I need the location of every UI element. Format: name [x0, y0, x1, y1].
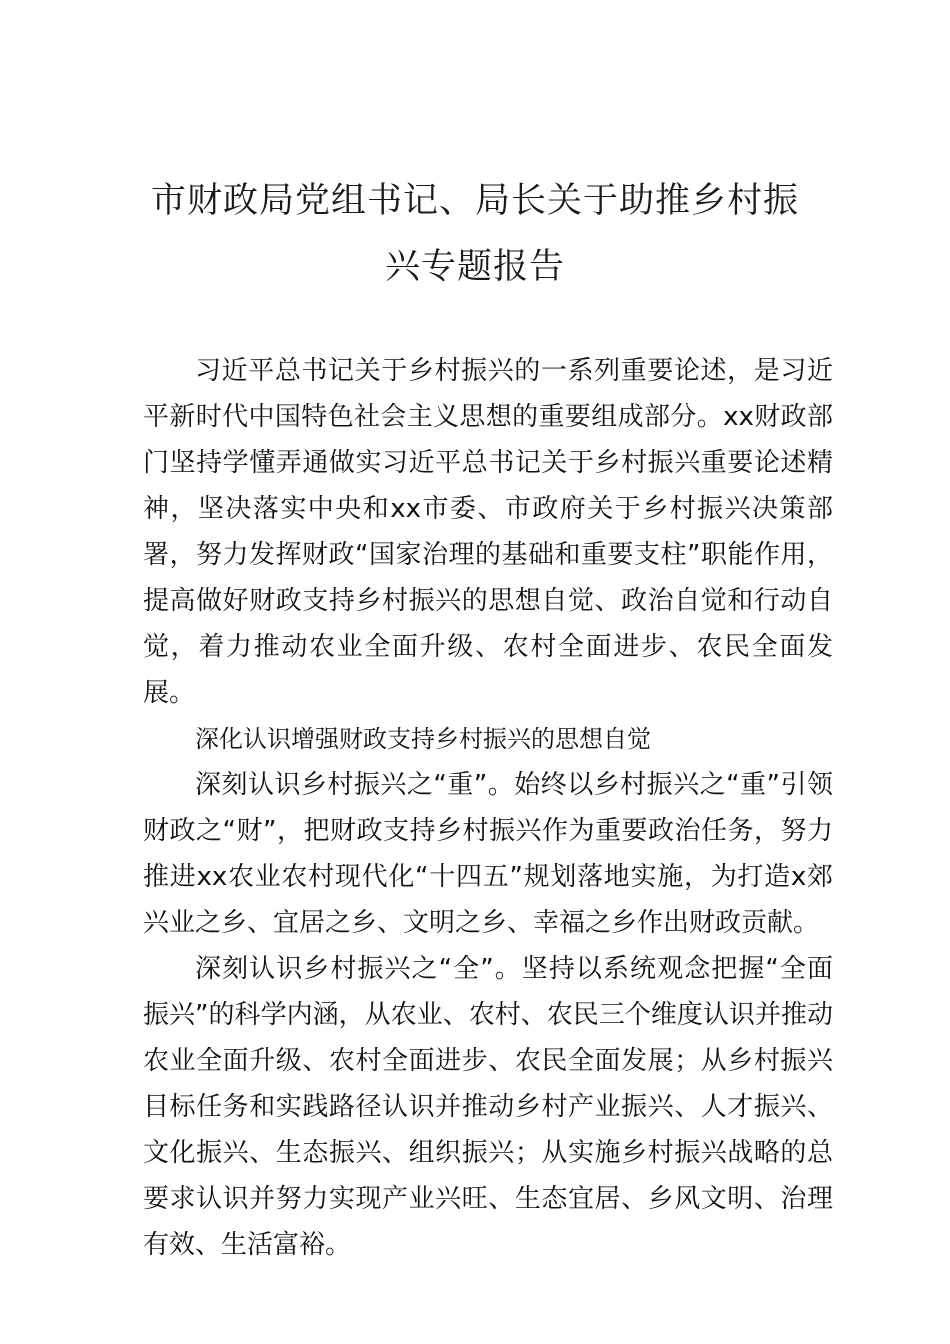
title-line-1: 市财政局党组书记、局长关于助推乡村振 — [150, 181, 799, 221]
paragraph-importance: 深刻认识乡村振兴之“重”。始终以乡村振兴之“重”引领财政之“财”，把财政支持乡村振兴作为重要政治任务，努力推进xx农业农村现代化“十四五”规划落地实施，为打造x郊兴业之乡、宜居之乡、文明之乡、幸福之乡作出财政贡献。 — [143, 770, 833, 938]
document-body — [143, 348, 833, 1268]
paragraph-comprehensive: 深刻认识乡村振兴之“全”。坚持以系统观念把握“全面振兴”的科学内涵，从农业、农村、农民三个维度认识并推动农业全面升级、农村全面进步、农民全面发展；从乡村振兴目标任务和实践路径认识并推动乡村产业振兴、人才振兴、文化振兴、生态振兴、组织振兴；从实施乡村振兴战略的总要求认识并努力实现产业兴旺、生态宜居、乡风文明、治理有效、生活富裕。 — [143, 954, 833, 1260]
document-title — [120, 168, 830, 300]
intro-paragraph: 习近平总书记关于乡村振兴的一系列重要论述，是习近平新时代中国特色社会主义思想的重要组成部分。xx财政部门坚持学懂弄通做实习近平总书记关于乡村振兴重要论述精神，坚决落实中央和xx市委、市政府关于乡村振兴决策部署，努力发挥财政“国家治理的基础和重要支柱”职能作用，提高做好财政支持乡村振兴的思想自觉、政治自觉和行动自觉，着力推动农业全面升级、农村全面进步、农民全面发展。 — [143, 356, 833, 708]
section-heading: 深化认识增强财政支持乡村振兴的思想自觉 — [195, 725, 651, 753]
title-line-2: 兴专题报告 — [384, 247, 565, 287]
